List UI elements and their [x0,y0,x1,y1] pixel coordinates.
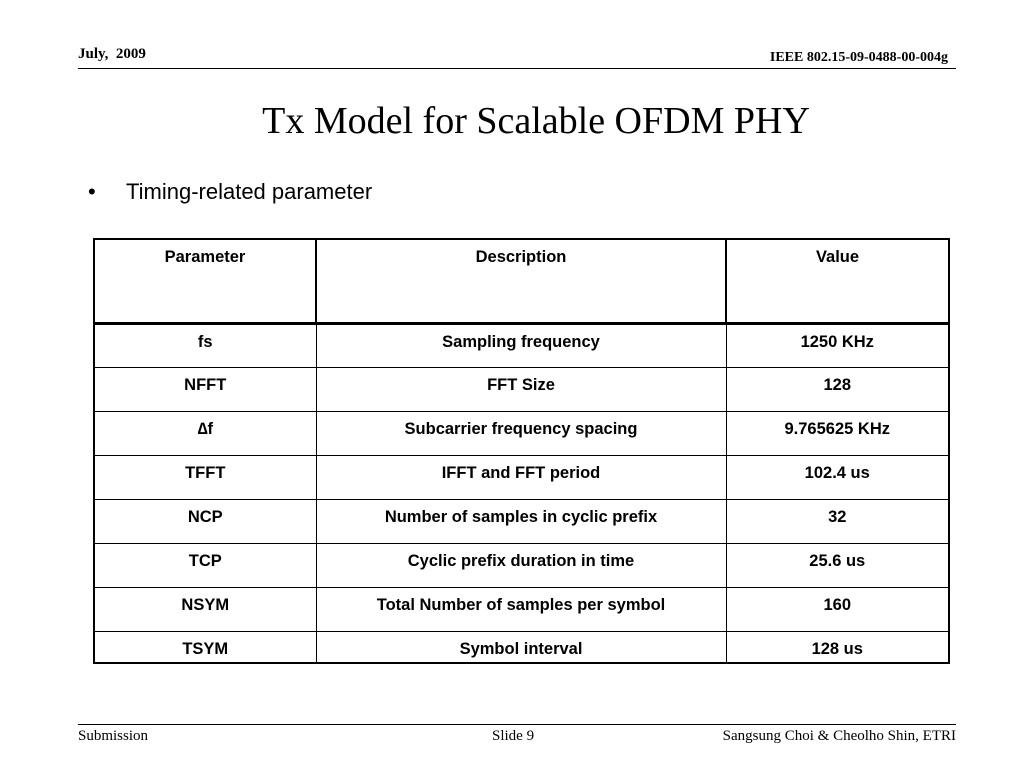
table-row [94,499,949,543]
bullet-item [88,178,372,206]
value-cell: 160 [726,587,949,631]
table-header-row [94,239,949,323]
bullet-dot-icon: • [88,179,96,204]
description-cell: Total Number of samples per symbol [316,587,726,631]
parameter-cell: TFFT [94,455,316,499]
value-cell: 9.765625 KHz [726,411,949,455]
footer-authors: Sangsung Choi & Cheolho Shin, ETRI [722,728,956,744]
table-row [94,587,949,631]
parameter-cell: TSYM [94,631,316,663]
footer-submission: Submission [78,728,149,744]
table-row [94,367,949,411]
column-header-value: Value [726,239,949,323]
description-cell: Subcarrier frequency spacing [316,411,726,455]
column-header-description: Description [316,239,726,323]
footer-slide-number: Slide 9 [492,728,535,744]
header-divider [78,68,956,69]
value-cell: 25.6 us [726,543,949,587]
table-row [94,455,949,499]
parameter-cell: fs [94,323,316,367]
description-cell: Number of samples in cyclic prefix [316,499,726,543]
table-row [94,631,949,663]
value-cell: 32 [726,499,949,543]
slide-title: Tx Model for Scalable OFDM PHY [262,100,810,142]
description-cell: Symbol interval [316,631,726,663]
description-cell: Sampling frequency [316,323,726,367]
column-header-parameter: Parameter [94,239,316,323]
value-cell: 128 us [726,631,949,663]
description-cell: FFT Size [316,367,726,411]
parameter-table [93,238,950,664]
value-cell: 128 [726,367,949,411]
table-row [94,543,949,587]
header-date: July, 2009 [78,46,146,62]
value-cell: 1250 KHz [726,323,949,367]
bullet-text: Timing-related parameter [126,179,373,204]
value-cell: 102.4 us [726,455,949,499]
footer-divider [78,724,956,725]
description-cell: IFFT and FFT period [316,455,726,499]
parameter-cell: NSYM [94,587,316,631]
parameter-cell: TCP [94,543,316,587]
description-cell: Cyclic prefix duration in time [316,543,726,587]
table-row [94,411,949,455]
parameter-cell: NCP [94,499,316,543]
parameter-cell: ∆f [94,411,316,455]
parameter-cell: NFFT [94,367,316,411]
table-row [94,323,949,367]
document-id: IEEE 802.15-09-0488-00-004g [769,50,948,65]
